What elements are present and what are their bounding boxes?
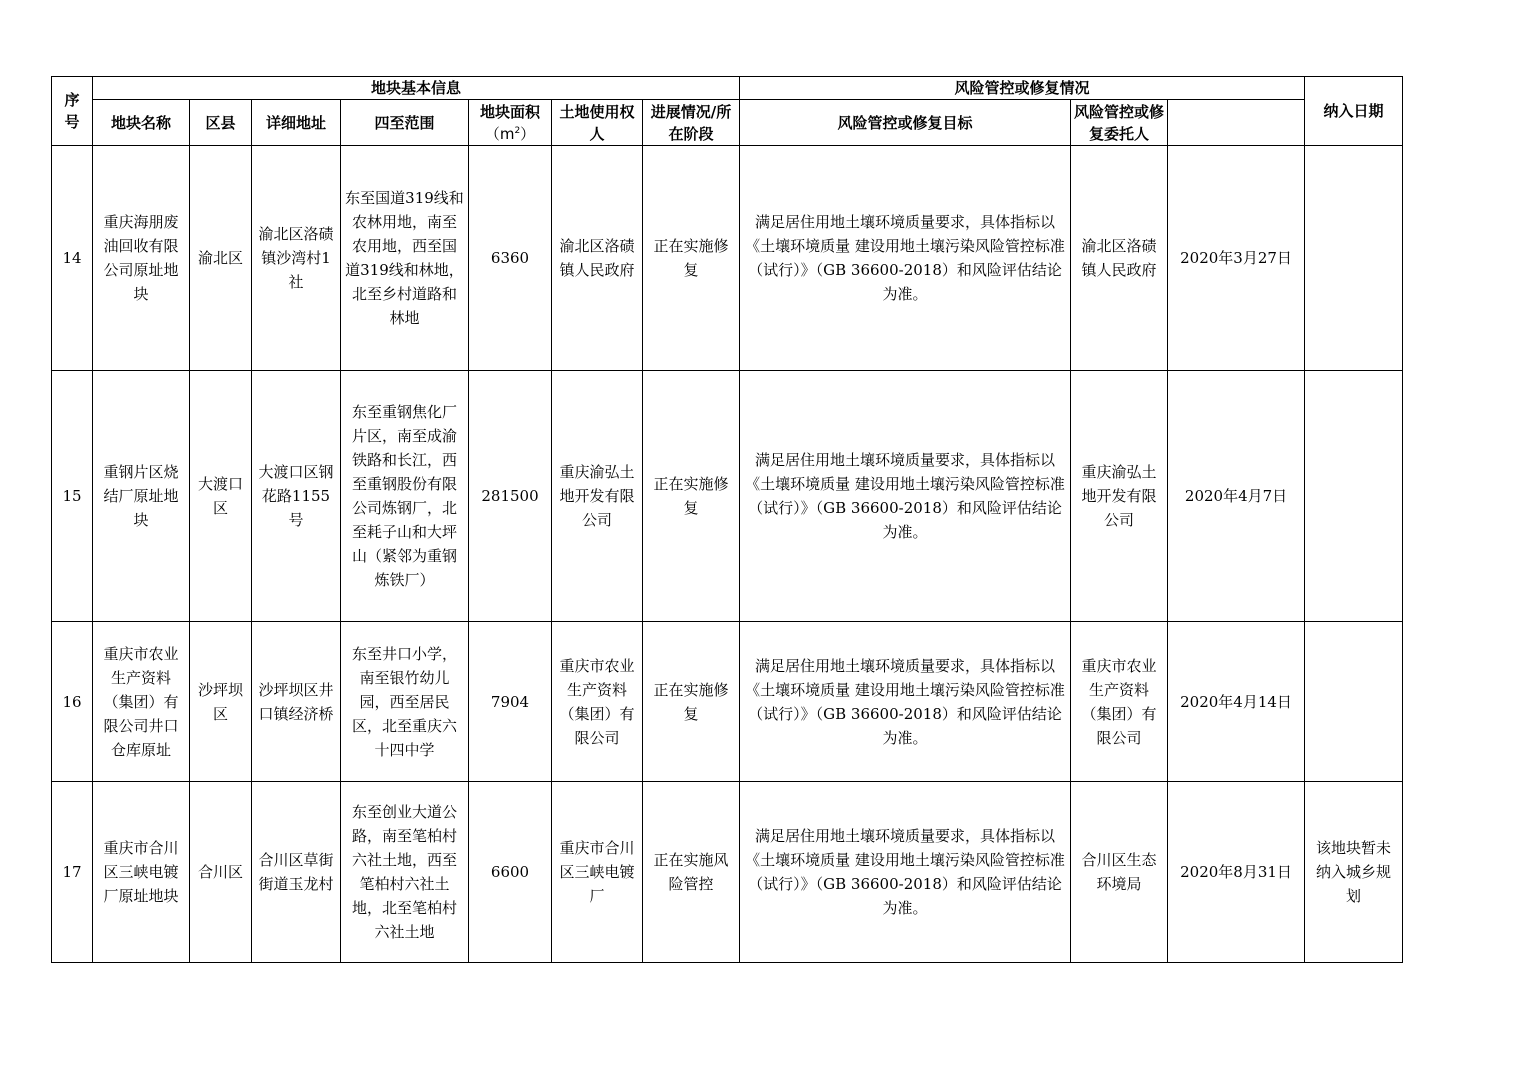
cell-progress: 正在实施风险管控 [643, 782, 740, 963]
header-goal: 风险管控或修复目标 [740, 100, 1071, 146]
cell-address: 合川区草街街道玉龙村 [252, 782, 341, 963]
cell-area: 6600 [469, 782, 552, 963]
cell-county: 渝北区 [190, 146, 252, 371]
table-row [52, 622, 1403, 782]
header-area-unit-open: （m [484, 124, 515, 143]
cell-goal: 满足居住用地土壤环境质量要求，具体指标以《土壤环境质量 建设用地土壤污染风险管控标准（试行）》（GB 36600-2018）和风险评估结论为准。 [740, 371, 1071, 622]
cell-owner: 重庆渝弘土地开发有限公司 [552, 371, 643, 622]
cell-bounds: 东至井口小学，南至银竹幼儿园，西至居民区，北至重庆六十四中学 [341, 622, 469, 782]
cell-area: 6360 [469, 146, 552, 371]
cell-name: 重庆市合川区三峡电镀厂原址地块 [93, 782, 190, 963]
cell-remark [1305, 146, 1403, 371]
cell-date: 2020年8月31日 [1168, 782, 1305, 963]
cell-remark [1305, 371, 1403, 622]
cell-address: 沙坪坝区井口镇经济桥 [252, 622, 341, 782]
cell-owner: 渝北区洛碛镇人民政府 [552, 146, 643, 371]
cell-seq: 15 [52, 371, 93, 622]
header-area [469, 100, 552, 146]
header-group-risk: 风险管控或修复情况 [740, 77, 1305, 100]
header-name: 地块名称 [93, 100, 190, 146]
header-area-main: 地块面积 [479, 102, 540, 121]
header-progress: 进展情况/所在阶段 [643, 100, 740, 146]
cell-progress: 正在实施修复 [643, 146, 740, 371]
header-area-unit [473, 123, 547, 145]
cell-remark [1305, 622, 1403, 782]
contaminated-site-registry-table [51, 76, 1403, 963]
cell-name: 重庆海朋废油回收有限公司原址地块 [93, 146, 190, 371]
header-area-unit-close: ） [520, 124, 536, 143]
header-group-basic: 地块基本信息 [93, 77, 740, 100]
cell-address: 大渡口区钢花路1155号 [252, 371, 341, 622]
table-row [52, 371, 1403, 622]
header-date: 纳入日期 [1305, 77, 1403, 146]
table-header [52, 77, 1403, 146]
cell-progress: 正在实施修复 [643, 371, 740, 622]
cell-bounds: 东至国道319线和农林用地，南至农用地，西至国道319线和林地，北至乡村道路和林地 [341, 146, 469, 371]
header-owner: 土地使用权人 [552, 100, 643, 146]
cell-date: 2020年3月27日 [1168, 146, 1305, 371]
cell-remark: 该地块暂未纳入城乡规划 [1305, 782, 1403, 963]
cell-client: 合川区生态环境局 [1071, 782, 1168, 963]
header-address: 详细地址 [252, 100, 341, 146]
cell-owner: 重庆市合川区三峡电镀厂 [552, 782, 643, 963]
cell-bounds: 东至重钢焦化厂片区，南至成渝铁路和长江，西至重钢股份有限公司炼钢厂，北至耗子山和大坪山（紧邻为重钢炼铁厂） [341, 371, 469, 622]
header-seq: 序号 [52, 77, 93, 146]
cell-bounds: 东至创业大道公路，南至笔柏村六社土地，西至笔柏村六社土地，北至笔柏村六社土地 [341, 782, 469, 963]
header-client: 风险管控或修复委托人 [1071, 100, 1168, 146]
cell-name: 重钢片区烧结厂原址地块 [93, 371, 190, 622]
cell-progress: 正在实施修复 [643, 622, 740, 782]
cell-date: 2020年4月7日 [1168, 371, 1305, 622]
cell-client: 渝北区洛碛镇人民政府 [1071, 146, 1168, 371]
cell-date: 2020年4月14日 [1168, 622, 1305, 782]
cell-goal: 满足居住用地土壤环境质量要求，具体指标以《土壤环境质量 建设用地土壤污染风险管控标准（试行）》（GB 36600-2018）和风险评估结论为准。 [740, 622, 1071, 782]
cell-address: 渝北区洛碛镇沙湾村1社 [252, 146, 341, 371]
cell-area: 7904 [469, 622, 552, 782]
cell-client: 重庆渝弘土地开发有限公司 [1071, 371, 1168, 622]
cell-client: 重庆市农业生产资料（集团）有限公司 [1071, 622, 1168, 782]
cell-county: 沙坪坝区 [190, 622, 252, 782]
cell-area: 281500 [469, 371, 552, 622]
table-body [52, 146, 1403, 963]
header-county: 区县 [190, 100, 252, 146]
cell-seq: 14 [52, 146, 93, 371]
cell-county: 大渡口区 [190, 371, 252, 622]
cell-seq: 17 [52, 782, 93, 963]
table-row [52, 146, 1403, 371]
cell-goal: 满足居住用地土壤环境质量要求，具体指标以《土壤环境质量 建设用地土壤污染风险管控标准（试行）》（GB 36600-2018）和风险评估结论为准。 [740, 782, 1071, 963]
cell-owner: 重庆市农业生产资料（集团）有限公司 [552, 622, 643, 782]
header-bounds: 四至范围 [341, 100, 469, 146]
cell-name: 重庆市农业生产资料（集团）有限公司井口仓库原址 [93, 622, 190, 782]
header-area-unit-sup: 2 [514, 125, 521, 136]
cell-goal: 满足居住用地土壤环境质量要求，具体指标以《土壤环境质量 建设用地土壤污染风险管控标准（试行）》（GB 36600-2018）和风险评估结论为准。 [740, 146, 1071, 371]
table-row [52, 782, 1403, 963]
cell-seq: 16 [52, 622, 93, 782]
cell-county: 合川区 [190, 782, 252, 963]
